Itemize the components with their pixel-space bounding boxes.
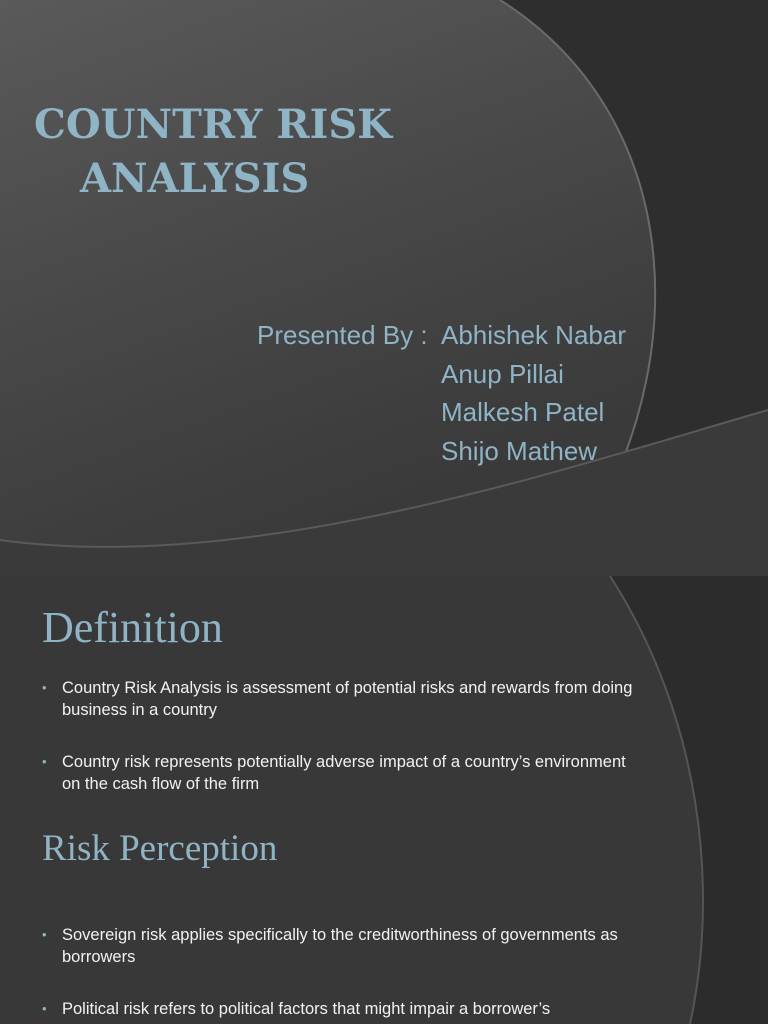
bullet-text: Country risk represents potentially adverse impact of a country’s environment on the cash flow of the firm	[62, 753, 626, 793]
presented-by-label: Presented By :	[257, 320, 428, 350]
presenter-name: Shijo Mathew	[441, 435, 598, 466]
bullet-icon: •	[42, 927, 47, 942]
list-item	[42, 677, 642, 721]
bullet-text: Political risk refers to political factors that might impair a borrower’s	[62, 1000, 551, 1018]
bullet-text: Sovereign risk applies specifically to the creditworthiness of governments as borrowers	[62, 926, 618, 966]
presenter-indent	[257, 355, 441, 394]
list-item	[42, 998, 642, 1020]
presenter-row	[257, 393, 626, 432]
risk-bullet-list	[42, 924, 642, 1020]
risk-perception-heading: Risk Perception	[42, 828, 278, 869]
presenter-row	[257, 355, 626, 394]
list-item	[42, 924, 642, 968]
bullet-icon: •	[42, 754, 47, 769]
presenter-name: Abhishek Nabar	[441, 320, 626, 350]
presenter-row	[257, 316, 626, 355]
presenter-name: Malkesh Patel	[441, 397, 605, 427]
bullet-icon: •	[42, 1001, 47, 1016]
definition-heading: Definition	[42, 603, 223, 652]
presenter-indent	[257, 432, 441, 471]
presentation-title	[34, 98, 392, 206]
presenter-indent	[257, 393, 441, 432]
presenter-name: Anup Pillai	[441, 358, 564, 389]
title-line-1: COUNTRY RISK	[34, 101, 392, 148]
presenters-block	[257, 316, 626, 470]
bullet-icon: •	[42, 680, 47, 695]
content-slide	[0, 576, 768, 1024]
bullet-text: Country Risk Analysis is assessment of potential risks and rewards from doing business in a country	[62, 679, 633, 719]
title-line-2: ANALYSIS	[80, 155, 310, 202]
presenter-row	[257, 432, 626, 471]
definition-bullet-list	[42, 677, 642, 795]
list-item	[42, 751, 642, 795]
